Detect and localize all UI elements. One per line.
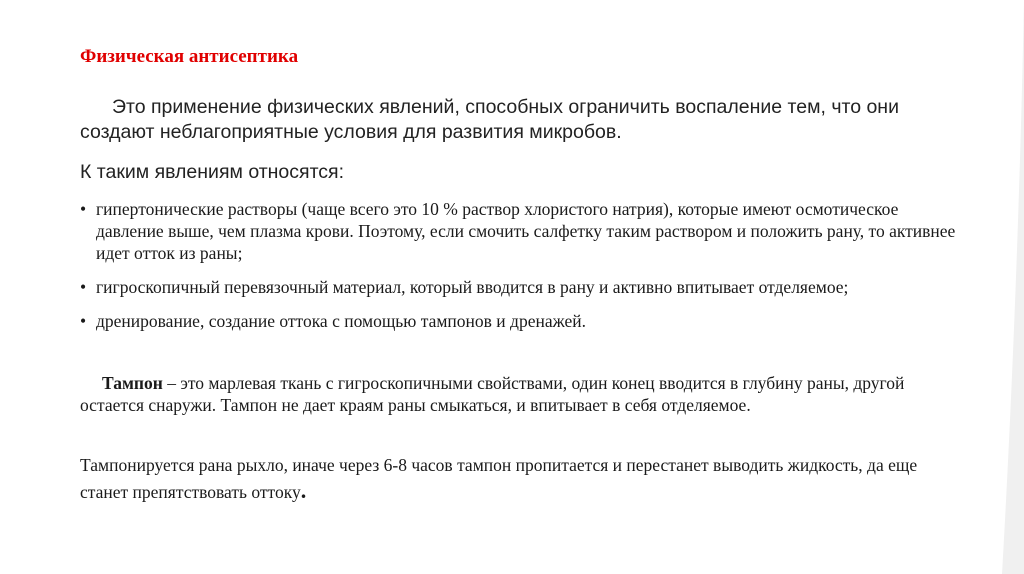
- list-item-text: дренирование, создание оттока с помощью тампонов и дренажей.: [96, 311, 586, 331]
- list-item-text: гипертонические растворы (чаще всего это 10 % раствор хлористого натрия), которые имеют осмотическое давление выше, чем плазма крови. Поэтому, если смочить салфетку таким раствором и положить рану, то активнее идет отток из раны;: [96, 199, 956, 263]
- list-item: [80, 310, 960, 332]
- intro-paragraph: Это применение физических явлений, способных ограничить воспаление тем, что они создают неблагоприятные условия для развития микробов.: [80, 96, 899, 143]
- bullet-marker: •: [80, 277, 87, 297]
- bullet-marker: •: [80, 199, 87, 219]
- final-paragraph: [80, 452, 960, 505]
- corner-decoration: [1002, 0, 1024, 574]
- list-item-text: гигроскопичный перевязочный материал, который вводится в рану и активно впитывает отделяемое;: [96, 277, 849, 297]
- tampon-paragraph: [80, 372, 960, 416]
- slide-title: Физическая антисептика: [80, 46, 299, 67]
- list-item: [80, 198, 960, 264]
- tampon-term: Тампон: [102, 373, 163, 393]
- bullet-list: [80, 198, 960, 344]
- lead-text: К таким явлениям относятся:: [80, 161, 345, 183]
- list-item: [80, 276, 960, 298]
- final-period: .: [300, 478, 307, 503]
- final-text: Тампонируется рана рыхло, иначе через 6-8 часов тампон пропитается и перестанет выводить жидкость, да еще станет препятствовать оттоку: [80, 455, 918, 502]
- tampon-definition: – это марлевая ткань с гигроскопичными свойствами, один конец вводится в глубину раны, другой остается снаружи. Тампон не дает краям раны смыкаться, и впитывает в себя отделяемое.: [80, 373, 905, 415]
- bullet-marker: •: [80, 311, 87, 331]
